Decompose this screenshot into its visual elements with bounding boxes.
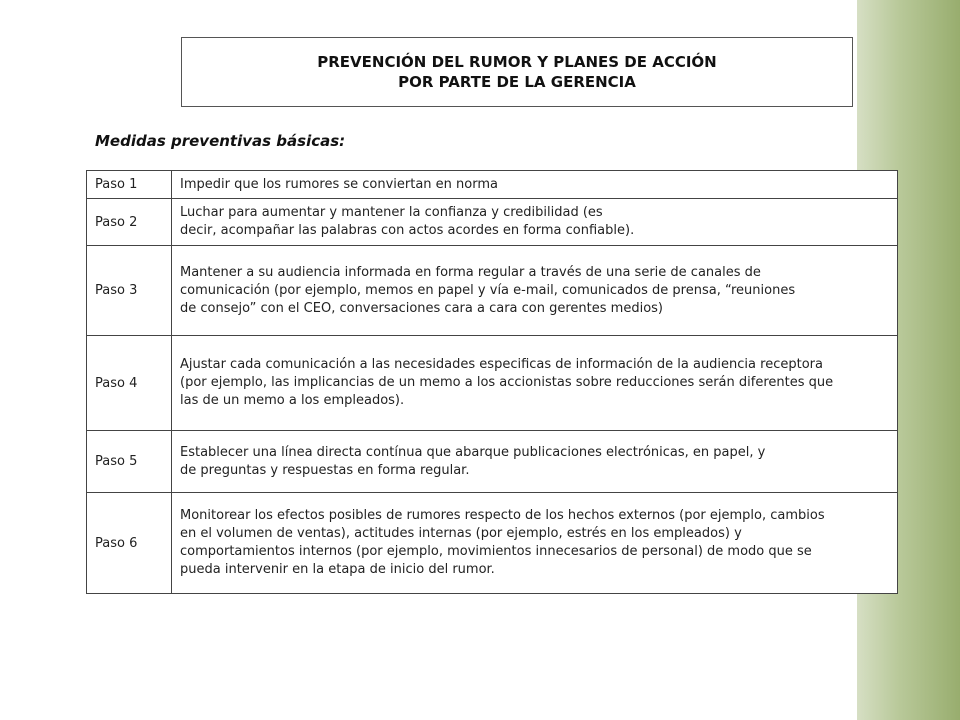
title-box <box>181 37 853 107</box>
step-label: Paso 4 <box>87 336 172 430</box>
step-row-3 <box>87 246 897 336</box>
step-label: Paso 1 <box>87 171 172 198</box>
title-line-1: PREVENCIÓN DEL RUMOR Y PLANES DE ACCIÓN <box>317 53 717 71</box>
step-text <box>180 493 897 593</box>
step-label: Paso 2 <box>87 199 172 245</box>
step-text-line: en el volumen de ventas), actitudes internas (por ejemplo, estrés en los empleados) y <box>180 526 742 541</box>
step-label: Paso 5 <box>87 431 172 492</box>
step-row-1 <box>87 171 897 199</box>
step-text-line: comunicación (por ejemplo, memos en papel y vía e-mail, comunicados de prensa, “reuniones <box>180 282 796 298</box>
step-row-6 <box>87 493 897 593</box>
title-line-2: POR PARTE DE LA GERENCIA <box>398 73 636 91</box>
step-text-line: pueda intervenir en la etapa de inicio del rumor. <box>180 562 495 577</box>
section-subtitle: Medidas preventivas básicas: <box>95 132 346 150</box>
step-text-line: Ajustar cada comunicación a las necesidades especificas de información de la audiencia receptora <box>180 357 823 372</box>
step-text <box>180 336 897 430</box>
step-row-4 <box>87 336 897 431</box>
step-text-line: las de un memo a los empleados). <box>180 393 405 408</box>
step-text-line: de consejo” con el CEO, conversaciones cara a cara con gerentes medios) <box>180 300 663 316</box>
step-text-line: (por ejemplo, las implicancias de un memo a los accionistas sobre reducciones serán diferentes que <box>180 375 834 390</box>
step-row-2 <box>87 199 897 246</box>
step-text-line: Mantener a su audiencia informada en forma regular a través de una serie de canales de <box>180 264 761 280</box>
step-text-line: de preguntas y respuestas en forma regular. <box>180 462 470 478</box>
step-text-line: comportamientos internos (por ejemplo, movimientos innecesarios de personal) de modo que se <box>180 544 812 559</box>
step-text <box>180 431 897 492</box>
step-label: Paso 6 <box>87 493 172 593</box>
step-text <box>180 171 897 198</box>
step-label: Paso 3 <box>87 246 172 335</box>
step-text <box>180 199 897 245</box>
step-text-line: decir, acompañar las palabras con actos acordes en forma confiable). <box>180 223 635 238</box>
step-text-line: Monitorear los efectos posibles de rumores respecto de los hechos externos (por ejemplo, cambios <box>180 508 825 523</box>
step-text-line: Establecer una línea directa contínua que abarque publicaciones electrónicas, en papel, y <box>180 444 766 460</box>
step-row-5 <box>87 431 897 493</box>
steps-table <box>86 170 898 594</box>
step-text-line: Impedir que los rumores se conviertan en norma <box>180 176 498 192</box>
step-text <box>180 246 897 335</box>
step-text-line: Luchar para aumentar y mantener la confianza y credibilidad (es <box>180 205 603 220</box>
